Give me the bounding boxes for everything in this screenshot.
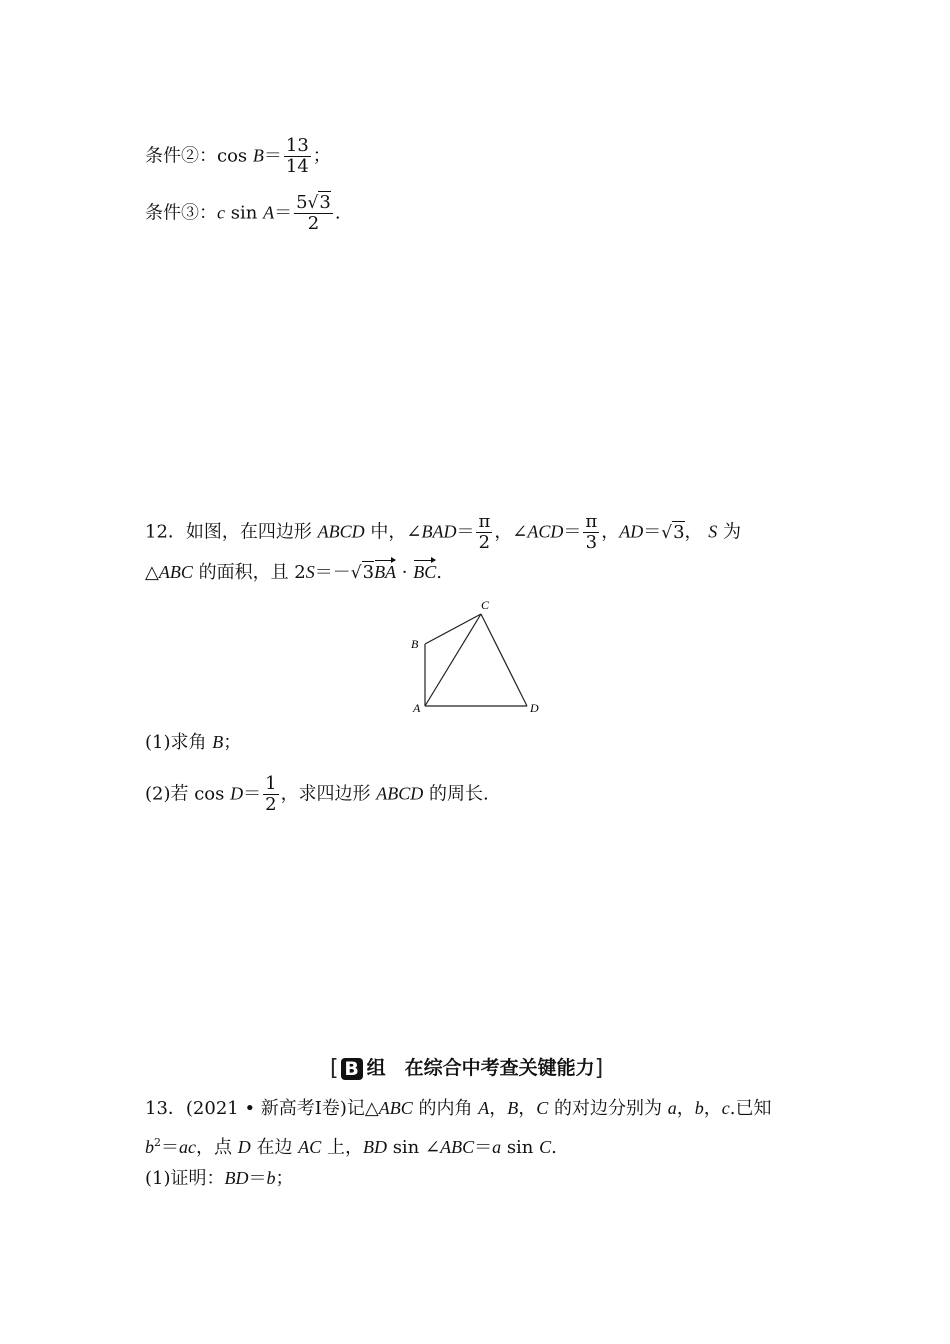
text: 上，	[326, 1137, 363, 1158]
var-d: D	[237, 1137, 251, 1157]
problem-number: 12．	[145, 521, 186, 543]
var-s: S	[708, 521, 718, 542]
condition-label: 条件②：	[145, 145, 217, 167]
segment-ac	[425, 614, 481, 706]
fraction	[284, 136, 311, 177]
question-prefix: (2)若 cos	[145, 783, 225, 805]
equals: ＝	[456, 521, 475, 543]
punct: .	[334, 202, 341, 224]
denominator: 2	[265, 794, 277, 815]
numerator: π	[585, 511, 598, 532]
text: 的内角	[418, 1098, 473, 1119]
var-s: S	[305, 562, 315, 582]
exponent: 2	[154, 1136, 161, 1149]
product-ac: ac	[179, 1137, 196, 1157]
denominator: 2	[307, 213, 320, 234]
radicand: 3	[319, 192, 331, 213]
segment-cd	[481, 614, 527, 706]
var-b-lower: b	[694, 1098, 704, 1118]
angle-name: ABC	[440, 1137, 475, 1157]
var-c: c	[217, 202, 225, 223]
equals: ＝	[248, 1168, 267, 1189]
var-d: D	[230, 783, 244, 804]
vector-bc: BC	[413, 562, 437, 582]
triangle-symbol: △	[145, 562, 159, 583]
text: sin ∠	[392, 1137, 441, 1158]
problem-12-line-2	[145, 560, 442, 585]
fraction	[476, 512, 492, 553]
problem-12-question-1	[145, 730, 241, 755]
numerator: 1	[265, 773, 277, 794]
numerator: 13	[285, 135, 309, 156]
problem-12-line-1	[145, 512, 741, 553]
coefficient: 5	[296, 192, 308, 213]
fraction	[294, 193, 333, 234]
condition-label: 条件③：	[145, 202, 217, 224]
text: ，	[601, 521, 620, 543]
bracket-close: ]	[594, 1056, 604, 1081]
text: sin	[506, 1137, 534, 1158]
var-a: A	[263, 202, 275, 223]
text: 的面积，且 2	[198, 562, 306, 583]
punct: ；	[275, 1168, 294, 1189]
equals: ＝	[643, 521, 662, 543]
var-b: B	[252, 145, 264, 166]
fraction	[583, 512, 599, 553]
comma: ，	[489, 1098, 508, 1119]
var-c: C	[536, 1098, 549, 1118]
label-a: A	[413, 701, 421, 715]
text: ，∠	[494, 521, 528, 543]
text: 中，∠	[370, 521, 422, 543]
bracket-open: [	[330, 1056, 339, 1081]
condition-3	[145, 193, 341, 234]
equals: ＝	[243, 783, 262, 805]
group-badge: B	[341, 1058, 363, 1080]
comma: ，	[518, 1098, 537, 1119]
text: 的对边分别为	[554, 1098, 662, 1119]
denominator: 3	[585, 532, 598, 553]
vector-ba: BA	[374, 562, 397, 582]
text: 13．(2021 • 新高考Ⅰ卷)记△	[145, 1098, 379, 1119]
problem-12-question-2	[145, 774, 489, 815]
quad-name: ABCD	[376, 783, 424, 804]
problem-13-question-1	[145, 1166, 294, 1191]
segment-name: BD	[224, 1168, 249, 1188]
text: 在边	[256, 1137, 293, 1158]
text: 的周长.	[429, 783, 489, 805]
radicand: 3	[673, 521, 685, 543]
segment-name: BD	[362, 1137, 387, 1157]
punct: .	[551, 1137, 557, 1158]
var-b: B	[507, 1098, 519, 1118]
equals: ＝	[563, 521, 582, 543]
equals: ＝	[161, 1137, 179, 1158]
problem-13-line-1	[145, 1096, 771, 1121]
var-a: A	[478, 1098, 490, 1118]
comma: ，	[676, 1098, 695, 1119]
condition-2	[145, 136, 331, 177]
label-d: D	[530, 701, 539, 715]
equals: ＝	[263, 145, 282, 167]
numerator: π	[478, 511, 491, 532]
var-a-lower: a	[492, 1137, 502, 1157]
text: 为	[723, 521, 742, 543]
label-b: B	[411, 637, 419, 651]
dot-operator: ·	[401, 562, 408, 583]
var-b-lower: b	[266, 1168, 276, 1188]
radicand: 3	[362, 562, 375, 583]
punct: ；	[223, 732, 242, 753]
radical: √3	[350, 562, 375, 583]
text: ，求四边形	[280, 783, 371, 805]
text: ＝－	[314, 562, 351, 583]
text: ，点	[196, 1137, 232, 1158]
triangle-name: ABC	[158, 562, 193, 582]
fraction	[263, 774, 278, 815]
problem-13-line-2	[145, 1131, 557, 1160]
denominator: 2	[478, 532, 491, 553]
quad-name: ABCD	[317, 521, 365, 542]
var-b-lower: b	[145, 1137, 154, 1157]
equals: ＝	[274, 202, 293, 224]
text: 如图，在四边形	[185, 521, 312, 543]
segment-name: AD	[619, 521, 644, 542]
comma: ，	[703, 1098, 722, 1119]
var-c: C	[539, 1137, 552, 1157]
cos-func: cos	[217, 145, 248, 167]
radical: √3	[661, 521, 685, 543]
triangle-name: ABC	[378, 1098, 413, 1118]
question-prefix: (1)求角	[145, 732, 207, 753]
var-b: B	[212, 732, 224, 752]
radical: √3	[307, 192, 331, 213]
question-prefix: (1)证明：	[145, 1168, 225, 1189]
label-c: C	[481, 598, 490, 612]
text: .已知	[729, 1098, 772, 1119]
section-title: 组 在综合中考查关键能力	[366, 1057, 595, 1079]
var-a-lower: a	[667, 1098, 677, 1118]
text: ，	[684, 521, 703, 543]
angle-name: ACD	[527, 521, 564, 542]
quadrilateral-figure	[405, 596, 555, 718]
punct: .	[436, 562, 443, 583]
section-header-b	[330, 1053, 620, 1083]
sin-func: sin	[230, 202, 258, 224]
punct: ；	[312, 145, 331, 167]
var-c-lower: c	[721, 1098, 730, 1118]
angle-name: BAD	[421, 521, 457, 542]
segment-name: AC	[298, 1137, 322, 1157]
segment-bc	[425, 614, 481, 644]
denominator: 14	[285, 156, 309, 177]
equals: ＝	[474, 1137, 493, 1158]
numerator	[294, 193, 333, 214]
